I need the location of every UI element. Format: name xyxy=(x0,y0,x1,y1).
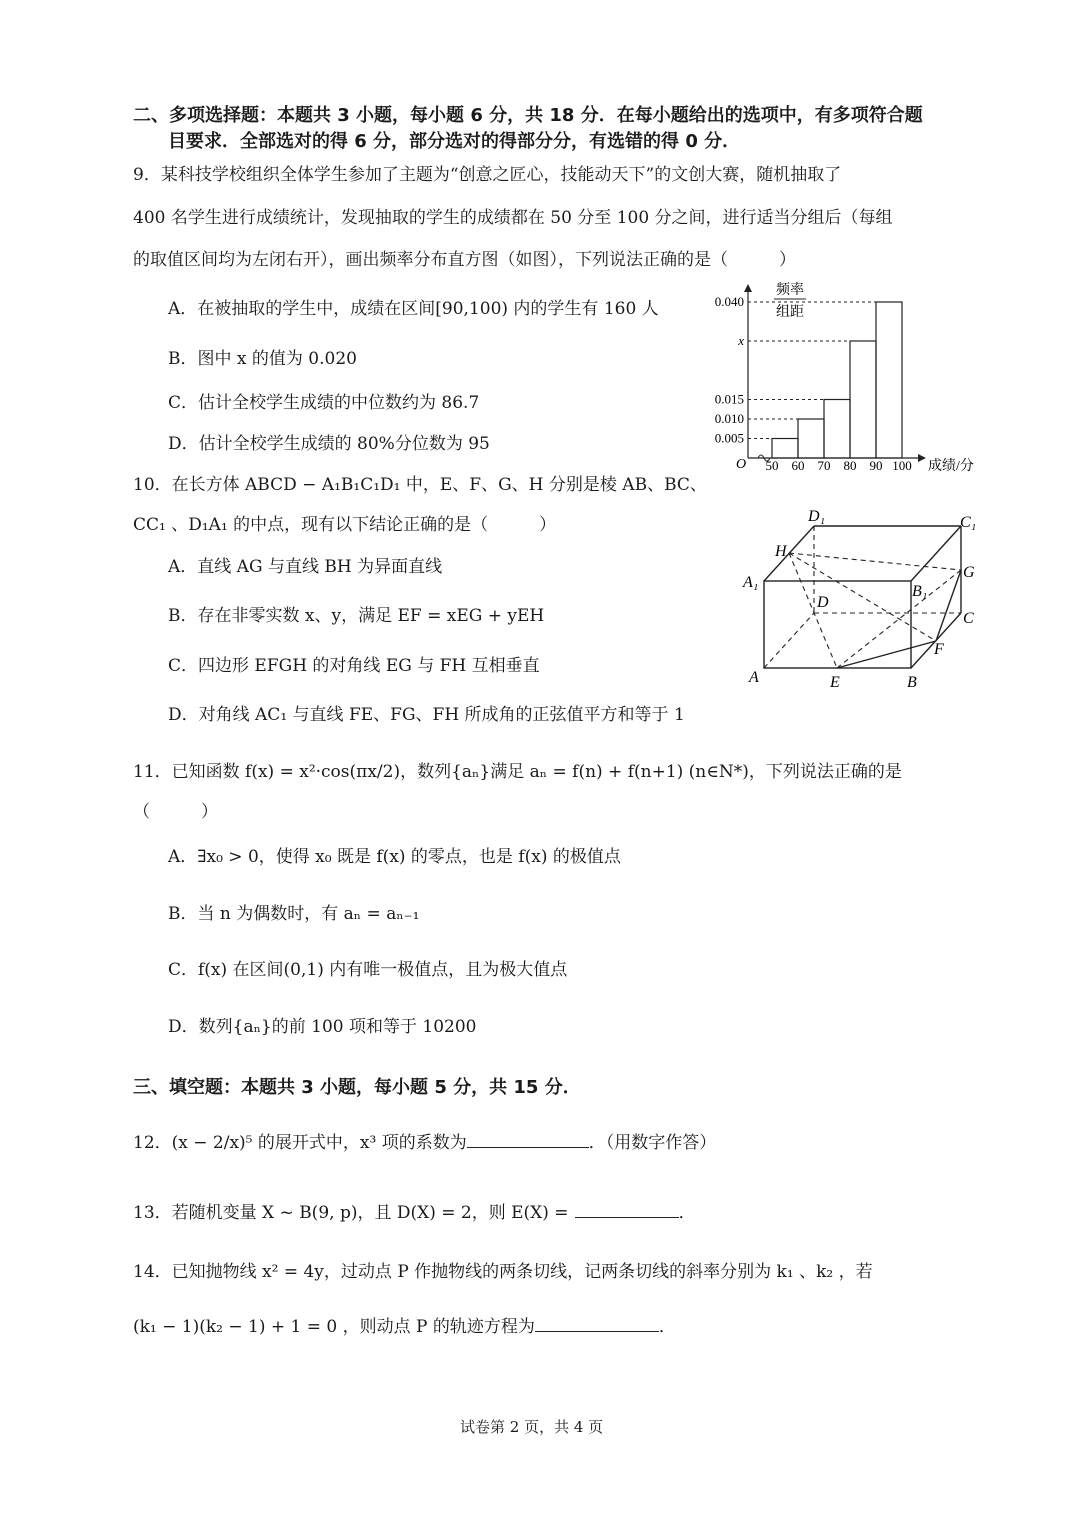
q10-stem-line2: CC₁ 、D₁A₁ 的中点，现有以下结论正确的是（ ） xyxy=(133,515,557,535)
q13-line xyxy=(133,1198,696,1223)
q12-line xyxy=(133,1128,716,1153)
q11-stem-line2: （ ） xyxy=(133,802,218,822)
q9-stem-line1: 9．某科技学校组织全体学生参加了主题为“创意之匠心，技能动天下”的文创大赛，随机抽取了 xyxy=(133,165,842,185)
x-tick-label: 50 xyxy=(765,458,779,473)
q9-option-b: B．图中 x 的值为 0.020 xyxy=(168,349,357,369)
histogram-bar xyxy=(772,439,798,459)
histogram-bar xyxy=(824,400,850,459)
q11-option-a: A．∃x₀ > 0，使得 x₀ 既是 f(x) 的零点，也是 f(x) 的极值点 xyxy=(168,847,621,867)
x-tick-label: 100 xyxy=(892,458,912,473)
cuboid-figure xyxy=(735,505,990,695)
q10-option-b: B．存在非零实数 x、y，满足 EF = xEG + yEH xyxy=(168,606,545,626)
q14-text: (k₁ − 1)(k₂ − 1) + 1 = 0 ，则动点 P 的轨迹方程为 xyxy=(133,1317,535,1337)
label-c1: C₁ xyxy=(960,514,977,531)
x-tick-label: 60 xyxy=(791,458,805,473)
section3-heading: 三、填空题：本题共 3 小题，每小题 5 分，共 15 分． xyxy=(133,1077,581,1098)
y-tick-label: 0.005 xyxy=(714,430,744,446)
section2-heading-line1: 二、多项选择题：本题共 3 小题，每小题 6 分，共 18 分．在每小题给出的选项中，有多项符合题 xyxy=(133,105,923,126)
label-a1: A₁ xyxy=(743,574,759,591)
origin-label: O xyxy=(736,457,747,472)
label-h: H xyxy=(775,543,787,560)
label-g: G xyxy=(963,564,975,581)
q9-stem-line2: 400 名学生进行成绩统计，发现抽取的学生的成绩都在 50 分至 100 分之间，进行适当分组后（每组 xyxy=(133,208,893,228)
y-axis-label-bottom: 组距 xyxy=(776,305,804,320)
histogram-bar xyxy=(798,419,824,458)
frequency-histogram xyxy=(700,278,1000,478)
q10-stem-line1: 10．在长方体 ABCD − A₁B₁C₁D₁ 中，E、F、G、H 分别是棱 AB、BC、 xyxy=(133,475,707,495)
section2-heading-line2: 目要求．全部选对的得 6 分，部分选对的得部分分，有选错的得 0 分． xyxy=(168,131,741,152)
y-tick-label: 0.015 xyxy=(714,391,744,407)
q9-option-c: C．估计全校学生成绩的中位数约为 86.7 xyxy=(168,393,480,413)
q13-answer-blank[interactable] xyxy=(575,1217,679,1218)
x-tick-label: 70 xyxy=(817,458,831,473)
label-a: A xyxy=(749,669,759,686)
segment-fg xyxy=(936,570,961,641)
y-tick-label: x xyxy=(738,333,744,348)
y-tick-label: 0.040 xyxy=(714,294,744,309)
q12-tail: ．（用数字作答） xyxy=(588,1133,717,1153)
x-axis-label: 成绩/分 xyxy=(928,459,974,474)
q12-answer-blank[interactable] xyxy=(467,1147,589,1148)
q10-option-a: A．直线 AG 与直线 BH 为异面直线 xyxy=(168,557,443,577)
label-e: E xyxy=(830,674,840,691)
y-axis-arrow xyxy=(744,284,752,292)
q14-stem-line1: 14．已知抛物线 x² = 4y，过动点 P 作抛物线的两条切线，记两条切线的斜率分别为 k₁ 、k₂ ，若 xyxy=(133,1262,873,1282)
q11-option-d: D．数列{aₙ}的前 100 项和等于 10200 xyxy=(168,1017,477,1037)
q11-stem-line1: 11．已知函数 f(x) = x²·cos(πx/2)，数列{aₙ}满足 aₙ = f(n) + f(n+1) (n∈N*)，下列说法正确的是 xyxy=(133,762,902,782)
edge-ad-hidden xyxy=(764,613,814,668)
segment-ef xyxy=(837,641,936,668)
label-d: D xyxy=(817,594,829,611)
q14-tail: ． xyxy=(658,1317,676,1337)
q11-option-c: C．f(x) 在区间(0,1) 内有唯一极值点，且为极大值点 xyxy=(168,960,568,980)
q9-option-d: D．估计全校学生成绩的 80%分位数为 95 xyxy=(168,434,490,454)
segment-hg xyxy=(789,553,961,570)
label-b: B xyxy=(907,674,917,691)
q11-option-b: B．当 n 为偶数时，有 aₙ = aₙ₋₁ xyxy=(168,904,420,924)
x-tick-label: 90 xyxy=(869,458,883,473)
q12-expression: (x − 2/x)⁵ xyxy=(171,1133,253,1153)
histogram-bar xyxy=(876,302,902,458)
q9-option-a: A．在被抽取的学生中，成绩在区间[90,100) 内的学生有 160 人 xyxy=(168,299,659,319)
q13-tail: ． xyxy=(678,1203,696,1223)
q10-option-c: C．四边形 EFGH 的对角线 EG 与 FH 互相垂直 xyxy=(168,656,540,676)
label-b1: B₁ xyxy=(912,583,928,600)
label-c: C xyxy=(963,610,974,627)
q12-number: 12． xyxy=(133,1133,172,1153)
q9-stem-line3: 的取值区间均为左闭右开），画出频率分布直方图（如图），下列说法正确的是（ ） xyxy=(133,250,796,270)
x-tick-label: 80 xyxy=(843,458,857,473)
page-footer: 试卷第 2 页，共 4 页 xyxy=(460,1418,604,1436)
front-face xyxy=(764,581,911,668)
y-tick-label: 0.010 xyxy=(714,411,744,426)
x-axis-arrow xyxy=(918,454,926,462)
q12-text: 的展开式中，x³ 项的系数为 xyxy=(252,1133,467,1153)
label-f: F xyxy=(934,641,944,658)
y-axis-label-top: 频率 xyxy=(776,283,804,298)
segment-he xyxy=(789,553,837,668)
label-d1: D₁ xyxy=(808,508,826,525)
q13-text: 13．若随机变量 X ~ B(9, p)，且 D(X) = 2，则 E(X) = xyxy=(133,1203,569,1223)
q14-line2 xyxy=(133,1312,676,1337)
histogram-bar xyxy=(850,341,876,458)
histogram-plot xyxy=(715,284,926,473)
q14-answer-blank[interactable] xyxy=(535,1331,659,1332)
q10-option-d: D．对角线 AC₁ 与直线 FE、FG、FH 所成角的正弦值平方和等于 1 xyxy=(168,705,685,725)
edge-b1c1 xyxy=(911,526,961,581)
